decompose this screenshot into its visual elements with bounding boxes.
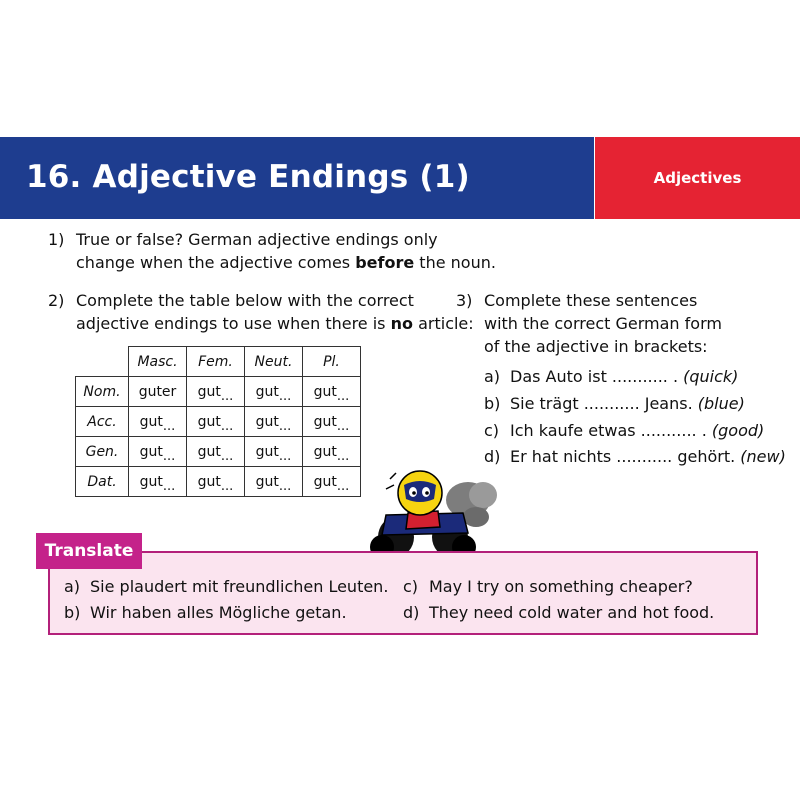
section-tab-label: Adjectives [653, 169, 742, 187]
cell-text: gut [313, 473, 337, 490]
cell-text: gut [139, 443, 163, 460]
blank-dots: ... [278, 418, 292, 434]
table-cell[interactable] [129, 407, 187, 437]
item-letter: a) [484, 367, 501, 386]
cell-text: gut [255, 383, 279, 400]
sentence-body: Sie trägt ........... Jeans. [510, 394, 698, 413]
table-cell[interactable] [303, 467, 361, 497]
question-2-line2-post: article: [413, 314, 474, 333]
question-3-number: 3) [456, 291, 473, 310]
blank-dots: ... [220, 388, 234, 404]
cell-text: gut [255, 473, 279, 490]
blank-dots: ... [336, 388, 350, 404]
translate-text: Wir haben alles Mögliche getan. [90, 603, 347, 622]
question-1-line1: True or false? German adjective endings only [76, 230, 438, 249]
cell-text: gut [313, 443, 337, 460]
sentence-text [510, 394, 745, 413]
table-cell[interactable] [187, 467, 245, 497]
translate-text: May I try on something cheaper? [429, 577, 693, 596]
cell-text: gut [255, 413, 279, 430]
cell-text: gut [139, 413, 163, 430]
table-cell[interactable] [245, 467, 303, 497]
section-tab [595, 137, 800, 219]
row-header: Dat. [76, 467, 129, 497]
sentence-body: Ich kaufe etwas ........... . [510, 421, 712, 440]
translate-label: Translate [44, 541, 134, 561]
sentence-hint: (quick) [683, 367, 739, 386]
blank-dots: ... [162, 418, 176, 434]
question-1-text [76, 228, 496, 274]
blank-dots: ... [336, 448, 350, 464]
column-header: Neut. [245, 347, 303, 377]
blank-dots: ... [336, 418, 350, 434]
sentence-text [510, 421, 764, 440]
item-letter: b) [484, 394, 501, 413]
table-cell[interactable] [187, 407, 245, 437]
table-header-row [76, 347, 361, 377]
item-letter: d) [403, 603, 420, 622]
question-2-line2-pre: adjective endings to use when there is [76, 314, 391, 333]
table-cell[interactable] [129, 467, 187, 497]
sentence-hint: (new) [740, 447, 786, 466]
question-2-line2 [76, 312, 474, 335]
race-car-cartoon-icon [368, 455, 498, 560]
table-row [76, 467, 361, 497]
table-cell[interactable] [129, 437, 187, 467]
table-row [76, 437, 361, 467]
adjective-endings-table [75, 346, 361, 497]
table-cell[interactable] [303, 377, 361, 407]
cell-text: gut [313, 383, 337, 400]
cell-text: gut [197, 413, 221, 430]
question-2-text [76, 289, 474, 335]
cell-text: gut [255, 443, 279, 460]
table-row [76, 377, 361, 407]
item-letter: c) [403, 577, 419, 596]
blank-dots: ... [220, 478, 234, 494]
translate-tag [36, 533, 142, 569]
item-letter: b) [64, 603, 81, 622]
blank-dots: ... [278, 388, 292, 404]
blank-dots: ... [220, 418, 234, 434]
row-header: Acc. [76, 407, 129, 437]
question-2-number: 2) [48, 291, 65, 310]
cell-text: gut [197, 443, 221, 460]
table-cell[interactable] [303, 407, 361, 437]
blank-dots: ... [336, 478, 350, 494]
translate-text: They need cold water and hot food. [429, 603, 715, 622]
question-3-text [484, 289, 722, 358]
column-header: Fem. [187, 347, 245, 377]
cell-text: gut [139, 473, 163, 490]
question-1-number: 1) [48, 230, 65, 249]
title-band [0, 137, 594, 219]
blank-dots: ... [278, 448, 292, 464]
row-header: Gen. [76, 437, 129, 467]
question-3-line1: Complete these sentences [484, 291, 698, 310]
table-cell[interactable] [245, 377, 303, 407]
cell-text: gut [197, 473, 221, 490]
row-header: Nom. [76, 377, 129, 407]
table-corner [76, 347, 129, 377]
question-1-emphasis: before [355, 253, 415, 272]
page-header [0, 137, 800, 219]
table-row [76, 407, 361, 437]
table-cell[interactable] [129, 377, 187, 407]
blank-dots: ... [220, 448, 234, 464]
question-3-line2: with the correct German form [484, 314, 722, 333]
cell-text: gut [313, 413, 337, 430]
blank-dots: ... [278, 478, 292, 494]
cell-text: gut [197, 383, 221, 400]
sentence-text [510, 367, 738, 386]
translate-text: Sie plaudert mit freundlichen Leuten. [90, 577, 389, 596]
item-letter: c) [484, 421, 500, 440]
table-cell[interactable] [187, 377, 245, 407]
item-letter: a) [64, 577, 81, 596]
column-header: Masc. [129, 347, 187, 377]
question-1-line2 [76, 251, 496, 274]
page-title: 16. Adjective Endings (1) [26, 159, 470, 195]
blank-dots: ... [162, 478, 176, 494]
table-cell[interactable] [245, 407, 303, 437]
sentence-body: Er hat nichts ........... gehört. [510, 447, 741, 466]
table-cell[interactable] [303, 437, 361, 467]
question-2-line1: Complete the table below with the correct [76, 291, 414, 310]
sentence-text [510, 447, 786, 466]
sentence-hint: (blue) [697, 394, 745, 413]
question-3-line3: of the adjective in brackets: [484, 337, 708, 356]
table-cell[interactable] [187, 437, 245, 467]
sentence-hint: (good) [711, 421, 765, 440]
blank-dots: ... [162, 448, 176, 464]
sentence-body: Das Auto ist ........... . [510, 367, 684, 386]
item-letter: d) [484, 447, 501, 466]
question-1-line2-post: the noun. [414, 253, 496, 272]
table-cell[interactable] [245, 437, 303, 467]
column-header: Pl. [303, 347, 361, 377]
question-2-emphasis: no [390, 314, 413, 333]
cell-text: guter [138, 383, 177, 400]
question-1-line2-pre: change when the adjective comes [76, 253, 356, 272]
